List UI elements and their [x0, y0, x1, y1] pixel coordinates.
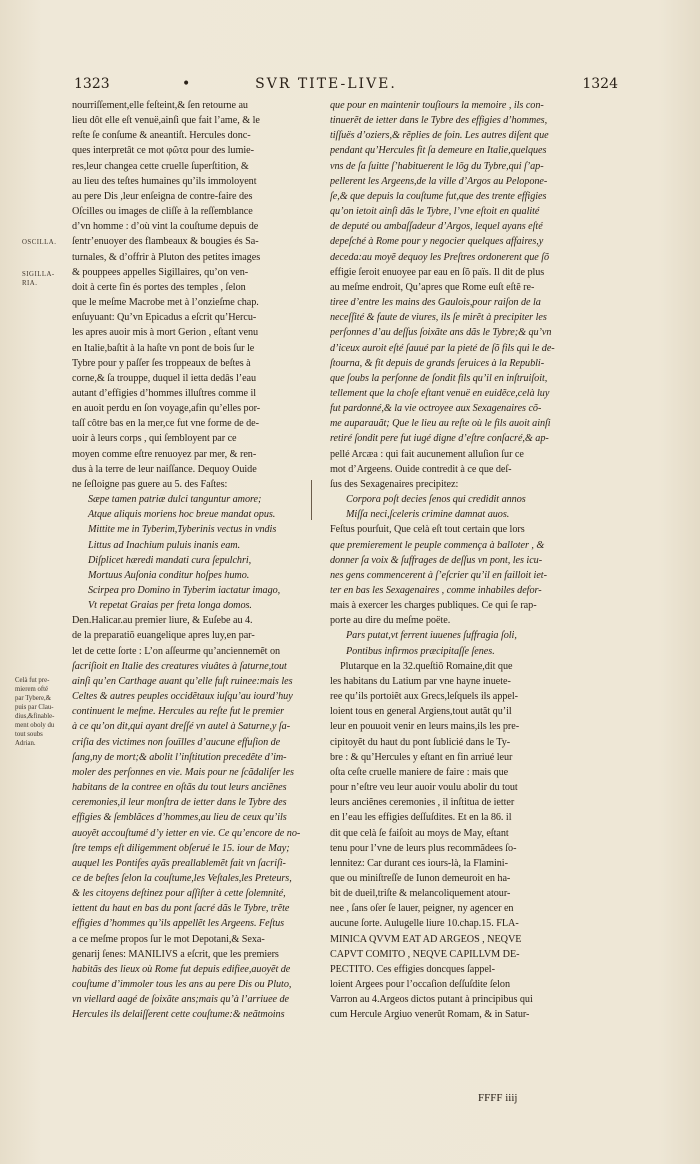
- text-line: oſta ceſte cruelle maniere de faire : mais que: [330, 766, 509, 778]
- margin-note-line: tout soubs: [15, 731, 43, 738]
- margin-note-line: ment oboly du: [15, 722, 55, 729]
- text-line: Scirpea pro Domino in Tyberim iactatur imago,: [88, 585, 281, 596]
- text-line: neceſſité & faute de viures, ils ſe mirẽt à precipiter les: [330, 312, 547, 324]
- text-line: loient tous en general Argiens,tout autãt qu’il: [330, 706, 512, 718]
- text-line: les apres auoir mis à mort Gerion , eſtant venu: [72, 327, 259, 339]
- margin-note-line: dius,&finable-: [15, 713, 55, 720]
- text-line: continuent le meſme. Hercules au reſte fut le premier: [72, 706, 285, 718]
- text-line: habitãs des lieux où Rome fut depuis edifiee,auoyẽt de: [72, 963, 291, 975]
- margin-note-line: Adrian.: [15, 740, 36, 747]
- text-line: Celtes & autres peuples occidẽtaux iuſqu’au iourd’huy: [72, 691, 293, 703]
- text-line: qu’on ietoit ainſi dãs le Tybre, l’vne eſtoit en qualité: [330, 206, 540, 218]
- text-line: Oſcilles ou images de cliſſe à la reſſemblance: [72, 206, 253, 218]
- text-line: que premierement le peuple commença à balloter , &: [330, 539, 545, 551]
- margin-note-ceremony: [15, 676, 54, 748]
- text-line: Hercules ils delaiſſerent cette couſtume:& neãtmoins: [72, 1009, 285, 1021]
- text-line: ſe,& que depuis la couſtume fut,que des trente effigies: [330, 190, 547, 202]
- text-line: en auoit perdu en ſon voyage,afin qu’elles por-: [72, 403, 261, 415]
- text-line: nourriſſement,elle feſteint,& ſen retourne au: [72, 100, 248, 111]
- text-line: bit de dueil,triſte & melancoliquement atour-: [330, 888, 511, 900]
- text-line: leur en pouuoit venir en leurs mains,ils les pre-: [330, 721, 520, 733]
- text-line: donner ſa voix & ſuffrages de deſſus vn pont, les icu-: [330, 554, 543, 566]
- text-line: Varron au 4.Argeos dictos putant à principibus qui: [330, 994, 533, 1006]
- text-line: mot d’Argeens. Ouide contredit à ce que deſ-: [330, 463, 512, 475]
- text-line: deceda:au moyẽ dequoy les Preſtres ordonerent que ſõ: [330, 251, 550, 263]
- text-line: de la preparatiõ euangelique apres luy,en par-: [72, 630, 255, 642]
- text-line: Diſplicet hæredi mandati cura ſepulchri,: [88, 554, 252, 566]
- text-line: Tybre pour y paſſer ſes troppeaux de beſtes à: [72, 357, 251, 369]
- text-line: ce de beſtes ſelon la couſtume,les Veſtales,les Preteurs,: [72, 872, 292, 884]
- text-line: ſtre temps eſt diligemment obſerué le 15. iour de May;: [72, 842, 290, 854]
- text-line: criſia des victimes non ſouïlles d’aucune effuſion de: [72, 736, 281, 748]
- margin-note-line: OSCILLA.: [22, 239, 57, 246]
- text-line: à ce qu’on dit,qui ayant dreſſé vn autel à Saturne,y ſa-: [72, 721, 291, 733]
- text-line: fut pardonné,& la vie octroyee aux Sexagenaires cõ-: [330, 403, 542, 415]
- margin-note-line: par Tybere,&: [15, 695, 52, 702]
- text-line: Miſſa neci,ſceleris crimine damnat auos.: [346, 509, 510, 521]
- text-line: au lieu des teſtes humaines qu’ils immoloyent: [72, 175, 257, 187]
- text-line: loient Argees pour l’occaſion deſſuſdite ſelon: [330, 979, 510, 991]
- text-line: au meſme endroit, Qu’apres que Rome euſt eſtẽ re-: [330, 281, 535, 293]
- text-line: moler des perſonnes en vie. Mais pour ne ſcãdaliſer les: [72, 766, 294, 778]
- text-line: effigies & ſemblãces d’hommes,au lieu de ceux qu’ils: [72, 812, 287, 824]
- text-line: & les citoyens deſtinez pour aſſiſter à cette ſolemnité,: [72, 888, 286, 900]
- text-line: let de cette ſorte : L’on aſſeurme qu’anciennemẽt on: [72, 645, 281, 657]
- text-line: d’vn homme : d’où vint la couſtume depuis de: [72, 221, 259, 233]
- text-line: Sæpe tamen patriæ dulci tanguntur amore;: [88, 494, 262, 506]
- text-line: dus à la terre de leur naiſſance. Dequoy Ouide: [72, 463, 257, 475]
- text-line: Plutarque en la 32.queſtiõ Romaine,dit que: [340, 660, 513, 672]
- right-text-column: [330, 98, 576, 1023]
- margin-note-line: Celà fut pre-: [15, 677, 50, 684]
- text-line: porte au dire du meſme poëte.: [330, 615, 451, 627]
- text-line: ne ſeſloigne pas guere au 5. des Faſtes:: [72, 478, 228, 490]
- text-line: cum Hercule Argiuo venerũt Romam, & in Satur-: [330, 1009, 530, 1021]
- text-line: ainſi qu’en Carthage auant qu’elle fuſt ruinee:mais les: [72, 675, 293, 687]
- text-line: lieu dôt elle eſt venuë,ainſi que fait l’ame, & le: [72, 115, 260, 127]
- text-line: pendant qu’Hercules fit ſa demeure en Italie,quelques: [330, 145, 547, 157]
- text-line: auquel les Pontifes ayãs preallablemẽt fait vn ſacriſi-: [72, 857, 286, 869]
- text-line: tellement que la choſe eſtant venuë en euidẽce,celà luy: [330, 387, 550, 399]
- text-line: tinuerẽt de ietter dans le Tybre des effigies d’hommes,: [330, 115, 548, 127]
- text-line: couſtume d’immoler tous les ans au pere Dis ou Pluto,: [72, 979, 292, 991]
- text-line: mais à exercer les charges publiques. Ce qui ſe rap-: [330, 600, 537, 612]
- text-line: Pars putat,vt ferrent iuuenes ſuffragia ſoli,: [346, 630, 517, 642]
- text-line: ſus des Sexagenaires precipitez:: [330, 478, 459, 490]
- text-line: CAPVT COMITO , NEQVE CAPILLVM DE-: [330, 948, 520, 960]
- text-line: ceremonies,il leur monſtra de ietter dans le Tybre des: [72, 797, 287, 809]
- text-line: vn viellard aagé de ſoixãte ans;mais qu’à l’arriuee de: [72, 994, 290, 1006]
- margin-note-line: RIA.: [22, 280, 38, 287]
- text-line: iettent du haut en bas du pont ſacré dãs le Tybre, trẽte: [72, 903, 290, 915]
- text-line: doit à certe fin és portes des temples , ſelon: [72, 281, 246, 293]
- page-number-left: 1323: [74, 76, 110, 92]
- running-title: SVR TITE-LIVE.: [255, 76, 397, 92]
- margin-note-line: puis par Clau-: [15, 704, 54, 711]
- text-line: nes gens commencerent à ſ’eſcrier qu’il en failloit iet-: [330, 569, 547, 581]
- text-line: uoir à leurs corps , qui ſembloyent par ce: [72, 433, 237, 445]
- text-line: pellé Arcæa : qui fait aucunement alluſion ſur ce: [330, 448, 524, 460]
- text-line: depeſché à Rome pour y negocier quelques affaires,y: [330, 236, 544, 248]
- text-line: leurs anciẽnes ceremonies , il inſtitua de ietter: [330, 797, 515, 809]
- text-line: ree qu’ils portoiẽt aux Grecs,leſquels ils appel-: [330, 691, 518, 703]
- text-line: ſacriſioit en Italie des creatures viuâtes à ſaturne,tout: [72, 660, 287, 672]
- text-line: auoyẽt accouſtumé d’y ietter en vie. Ce qu’encore de no-: [72, 827, 301, 839]
- text-line: dit que celà ſe faiſoit au moys de May, eſtant: [330, 827, 509, 839]
- text-line: ques interpretât ce mot φῶτα pour des lumie-: [72, 145, 254, 157]
- text-line: habitans de la contree en oſtãs du tout leurs anciẽnes: [72, 782, 287, 794]
- text-line: cipitoyẽt du haut du pont ſublicié dans le Ty-: [330, 736, 511, 748]
- text-line: que pour en maintenir touſiours la memoire , ils con-: [330, 100, 544, 111]
- margin-note-sigillaria: [22, 270, 55, 288]
- header-ornament: •: [182, 76, 191, 92]
- left-text-column: [72, 98, 310, 1023]
- text-line: ter en bas les Sexagenaires , comme inhabiles defor-: [330, 585, 542, 596]
- text-line: reſte ſe conſume & aneantiſt. Hercules donc-: [72, 130, 251, 142]
- text-line: moyen comme eſtre renuoyez par mer, & ren-: [72, 448, 257, 460]
- margin-note-line: SIGILLA-: [22, 271, 55, 278]
- text-line: ſang,ny de mort;& abolit l’inſtitution precedẽte d’im-: [72, 751, 287, 763]
- text-line: ſentr’enuoyer des flambeaux & bougies és Sa-: [72, 236, 259, 248]
- text-line: les habitans du Latium par vne hayne inuete-: [330, 675, 511, 687]
- text-line: enſuyuant: Qu’vn Epicadus a eſcrit qu’Hercu-: [72, 312, 257, 324]
- running-header: [74, 76, 618, 96]
- text-line: Corpora poſt decies ſenos qui credidit annos: [346, 494, 526, 506]
- text-line: a ce meſme propos ſur le mot Depotani,& Sexa-: [72, 933, 265, 945]
- text-line: Feſtus pourſuit, Que celà eſt tout certain que lors: [330, 524, 525, 536]
- text-line: Pontibus infirmos præcipitaſſe ſenes.: [346, 645, 495, 657]
- text-line: pellerent les Argeens,de la ville d’Argos au Pelopone-: [330, 175, 548, 187]
- text-line: tiree d’entre les mains des Gaulois,pour raiſon de la: [330, 297, 541, 309]
- text-line: nee , ſans oſer ſe lauer, peigner, ny agencer en: [330, 903, 514, 915]
- text-line: que ſoubs la perſonne de ſondit fils qu’il en inſtruiſoit,: [330, 372, 548, 384]
- text-line: perſonnes d’au deſſus ſoixãte ans dãs le Tybre;& qu’vn: [330, 327, 552, 339]
- text-line: Atque aliquis moriens hoc breue mandat opus.: [88, 509, 276, 521]
- text-line: turnales, & d’offrir à Pluton des petites images: [72, 251, 261, 263]
- text-line: que ou miniſtreſſe de Iunon demeuroit en ha-: [330, 872, 511, 884]
- text-line: aucune ſorte. Aulugelle liure 10.chap.15. FLA-: [330, 918, 519, 930]
- text-line: vns de ſa ſuitte ſ’habituerent le lõg du Tybre,qui ſ’ap-: [330, 160, 544, 172]
- text-line: en Italie,baſtit à la haſte vn pont de bois ſur le: [72, 342, 255, 354]
- text-line: res,leur changea cette cruelle ſuperſtition, &: [72, 160, 249, 172]
- verse-divider: [311, 480, 312, 520]
- text-line: lennitez: Car durant ces iours-là, la Flamini-: [330, 857, 508, 869]
- text-line: & pouppees appelles Sigillaires, qu’on ven-: [72, 266, 249, 278]
- text-line: en l’eau les effigies deſſuſdites. Et en la 86. il: [330, 812, 512, 824]
- margin-note-oscilla: [22, 238, 56, 247]
- text-line: retiré ſondit pere fut iugé digne d’eſtre conſacré,& ap-: [330, 433, 549, 445]
- text-line: corne,& ſa trouppe, duquel il ietta dedâs l’eau: [72, 372, 257, 384]
- margin-note-line: mierem ofté: [15, 686, 49, 693]
- text-line: taſſ côtre bas en la mer,ce fut vne forme de de-: [72, 418, 259, 430]
- text-line: Littus ad Inachium puluis inanis eam.: [88, 539, 241, 551]
- text-line: effigies d’hommes qu’ils appellẽt les Argeens. Feſtus: [72, 918, 285, 930]
- text-line: d’iceux auroit eſté ſauué par la pieté de ſõ fils qui le de-: [330, 342, 555, 354]
- text-line: bre : & qu’Hercules y eſtant en fin arriué leur: [330, 751, 513, 763]
- signature-mark: FFFF iiij: [478, 1092, 518, 1104]
- text-line: Mittite me in Tyberim,Tyberinis vectus in vndis: [88, 524, 277, 536]
- text-line: effigie ſeroit enuoyee par eau en ſõ païs. Il dit de plus: [330, 266, 545, 278]
- text-line: Mortuus Auſonia conditur hoſpes humo.: [88, 569, 250, 581]
- text-line: Den.Halicar.au premier liure, & Euſebe au 4.: [72, 615, 253, 627]
- text-line: tiſſuës d’oziers,& rẽplies de foin. Les autres diſent que: [330, 130, 549, 142]
- text-line: ſtourna, & fit depuis de grands ſeruices à la Republi-: [330, 357, 545, 369]
- text-line: que le meſme Macrobe met à l’onzieſme chap.: [72, 297, 259, 309]
- text-line: autant d’effigies d’hommes illuſtres comme il: [72, 387, 257, 399]
- text-line: Vt repetat Graias per freta longa domos.: [88, 600, 252, 612]
- text-line: de deputé ou ambaſſadeur d’Argos, lequel ayans eſté: [330, 221, 543, 233]
- text-line: tenu pour l’vne de leurs plus recommãdees ſo-: [330, 842, 517, 854]
- text-line: au pere Dis ,leur enſeigna de contre-faire des: [72, 190, 253, 202]
- text-line: genarij ſenes: MANILIVS a eſcrit, que les premiers: [72, 948, 279, 960]
- text-line: PECTITO. Ces effigies doncques ſappel-: [330, 963, 495, 975]
- text-line: MINICA QVVM EAT AD ARGEOS , NEQVE: [330, 933, 522, 945]
- page-number-right: 1324: [582, 76, 618, 92]
- text-line: pour n’eſtre veu leur auoir voulu abolir du tout: [330, 782, 518, 794]
- text-line: me auparauãt; Que le lieu au reſte où le fils auoit ainſi: [330, 418, 551, 430]
